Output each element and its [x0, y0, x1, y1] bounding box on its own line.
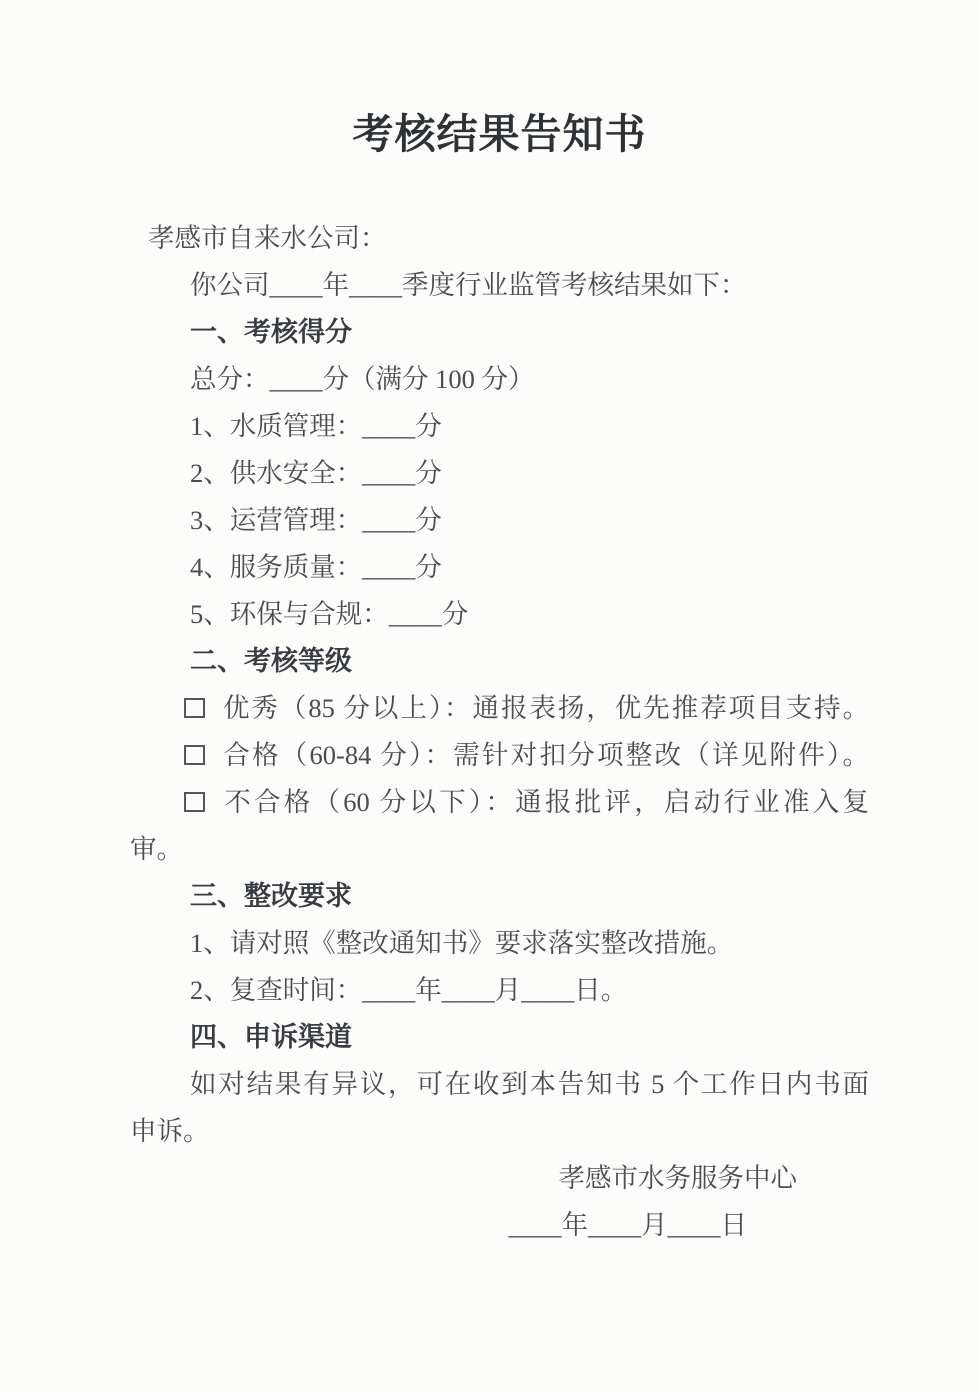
score-item-service-quality: 4、服务质量：____分: [190, 552, 442, 582]
section-score-heading: 一、考核得分: [190, 317, 352, 347]
grade-option-pass: [130, 732, 869, 779]
document-title: 考核结果告知书: [352, 111, 647, 157]
signature-org: 孝感市水务服务中心: [558, 1163, 797, 1193]
checkbox-unchecked-excellent-icon: [184, 698, 205, 718]
score-item-water-quality: 1、水质管理：____分: [190, 411, 442, 441]
grade-option-fail: [130, 779, 869, 826]
grade-option-fail-label: 不合格（60 分以下）：通报批评，启动行业准入复: [221, 787, 869, 817]
score-item-supply-safety: 2、供水安全：____分: [190, 458, 442, 488]
salutation-line: 孝感市自来水公司：: [148, 223, 387, 253]
rectify-item-2: 2、复查时间：____年____月____日。: [190, 975, 628, 1005]
score-item-compliance: 5、环保与合规：____分: [190, 599, 469, 629]
section-appeal-heading: 四、申诉渠道: [190, 1022, 352, 1052]
total-score-line: 总分：____分（满分 100 分）: [190, 364, 535, 394]
section-rectify-heading: 三、整改要求: [190, 881, 352, 911]
appeal-line-1: 如对结果有异议，可在收到本告知书 5 个工作日内书面: [190, 1069, 869, 1099]
checkbox-unchecked-fail-icon: [184, 792, 205, 812]
signature-block: [130, 1155, 869, 1249]
intro-line: 你公司____年____季度行业监管考核结果如下：: [190, 270, 747, 300]
grade-option-pass-label: 合格（60-84 分）：需针对扣分项整改（详见附件）。: [221, 740, 869, 770]
checkbox-unchecked-pass-icon: [184, 745, 205, 765]
signature-date: ____年____月____日: [508, 1210, 747, 1240]
rectify-item-1: 1、请对照《整改通知书》要求落实整改措施。: [190, 928, 734, 958]
grade-option-excellent: [130, 685, 869, 732]
section-grade-heading: 二、考核等级: [190, 646, 352, 676]
score-item-operations: 3、运营管理：____分: [190, 505, 442, 535]
grade-option-fail-continuation: 审。: [130, 834, 183, 864]
appeal-line-2: 申诉。: [130, 1116, 210, 1146]
grade-option-excellent-label: 优秀（85 分以上）：通报表扬，优先推荐项目支持。: [221, 693, 869, 723]
